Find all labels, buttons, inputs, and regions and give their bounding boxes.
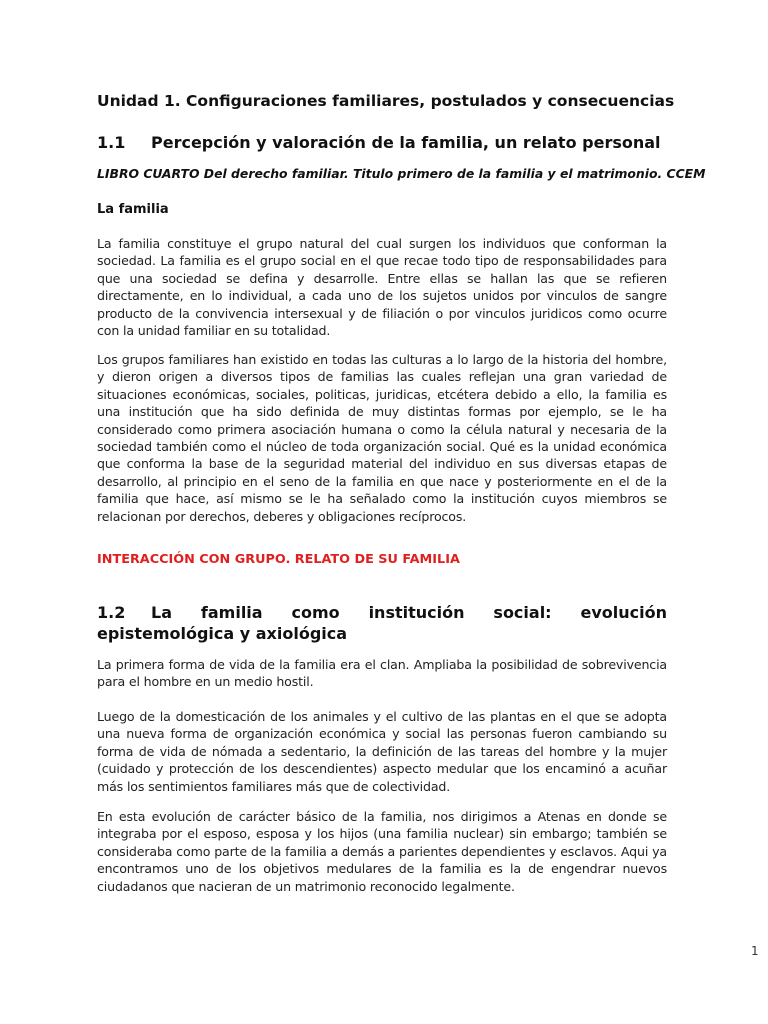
document-page — [97, 0, 759, 1024]
book-title: LIBRO CUARTO Del derecho familiar. Titulo primero de la familia y el matrimonio. CCEM — [97, 166, 706, 181]
unit-title: Unidad 1. Configuraciones familiares, postulados y consecuencias — [97, 92, 675, 110]
paragraph-family-groups-history: Los grupos familiares han existido en todas las culturas a lo largo de la historia del hombre, y dieron origen a diversos tipos de familias las cuales reflejan una gran variedad de situaciones económicas, sociales, politicas, juridicas, etcétera debido a ello, la familia es una institución que ha sido definida de muy distintas formas por ejemplo, se le ha considerado como primera asociación humana o como la célula natural y necesaria de la sociedad también como el núcleo de toda organización social. Qué es la unidad económica que conforma la base de la seguridad material del individuo en sus diversas etapas de desarrollo, al principio en el seno de la familia en que nace y posteriormente en el de la familia que hace, así mismo se le ha señalado como la institución cuyos miembros se relacionan por derechos, deberes y obligaciones recíprocos. — [97, 352, 667, 524]
section-2-title: La familia como institución social: evolución epistemológica y axiológica — [97, 603, 667, 643]
paragraph-clan: La primera forma de vida de la familia era el clan. Ampliaba la posibilidad de sobrevivencia para el hombre en un medio hostil. — [97, 657, 667, 690]
section-1-heading — [97, 132, 667, 153]
section-2-number: 1.2 — [97, 603, 126, 622]
section-2-heading — [97, 602, 667, 644]
paragraph-athens: En esta evolución de carácter básico de la familia, nos dirigimos a Atenas en donde se integraba por el esposo, esposa y los hijos (una familia nuclear) sin embargo; también se consideraba como parte de la familia a demás a parientes dependientes y esclavos. Aqui ya encontramos uno de los objetivos medulares de la familia es la de engendrar nuevos ciudadanos que nacieran de un matrimonio reconocido legalmente. — [97, 809, 667, 894]
paragraph-domestication: Luego de la domesticación de los animales y el cultivo de las plantas en el que se adopta una nueva forma de organización económica y social las personas fueron cambiando su forma de vida de nómada a sedentario, la definición de las tareas del hombre y la mujer (cuidado y protección de los descendientes) aspecto medular que los encaminó a acuñar más los sentimientos familiares más que de colectividad. — [97, 709, 667, 794]
section-1-number: 1.1 — [97, 133, 126, 152]
subheading-la-familia: La familia — [97, 202, 169, 217]
paragraph-family-definition: La familia constituye el grupo natural del cual surgen los individuos que conforman la sociedad. La familia es el grupo social en el que recae todo tipo de responsabilidades para que una sociedad se defina y desarrolle. Entre ellas se hallan las que se refieren directamente, en lo individual, a cada uno de los sujetos unidos por vinculos de sangre producto de la convivencia intersexual y de filiación o por vinculos juridicos como ocurre con la unidad familiar en su totalidad. — [97, 236, 667, 339]
section-1-title: Percepción y valoración de la familia, un relato personal — [151, 133, 661, 152]
interaction-heading: INTERACCIÓN CON GRUPO. RELATO DE SU FAMILIA — [97, 552, 460, 567]
page-number: 1 — [751, 944, 759, 958]
